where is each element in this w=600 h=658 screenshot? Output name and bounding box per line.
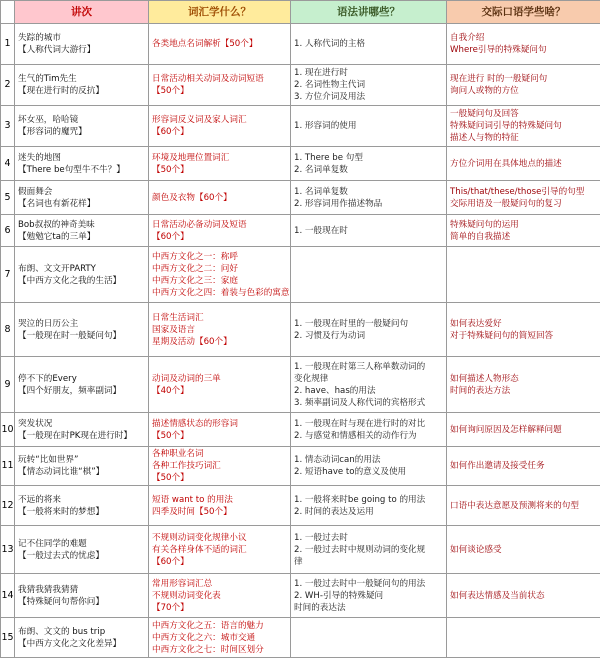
speaking-line: 特殊疑问词引导的特殊疑问句 xyxy=(450,120,597,132)
speaking-cell xyxy=(447,215,600,247)
grammar-cell xyxy=(291,24,447,65)
grammar-cell xyxy=(291,181,447,215)
lesson-line: 生气的Tim先生 xyxy=(18,73,145,85)
speaking-line: 一般疑问句及回答 xyxy=(450,108,597,120)
lesson-line: 我猜我猜我猜猜 xyxy=(18,584,145,596)
header-grammar: 语法讲哪些？ xyxy=(291,1,447,24)
row-number: 13 xyxy=(1,526,15,574)
vocab-line: 各种职业名词 xyxy=(152,448,287,460)
lesson-line: 停不下的Every xyxy=(18,373,145,385)
vocab-line: 各种工作技巧词汇 xyxy=(152,460,287,472)
speaking-cell xyxy=(447,486,600,526)
lesson-line: 失踪的城市 xyxy=(18,32,145,44)
row-number: 7 xyxy=(1,247,15,303)
speaking-line: 对于特殊疑问句的简短回答 xyxy=(450,330,597,342)
lesson-line: 【情态动词比谁“棋”】 xyxy=(18,466,145,478)
grammar-line: 2. 名词性物主代词 xyxy=(294,79,443,91)
grammar-line: 1. 一般现在时 xyxy=(294,225,443,237)
speaking-line: 自我介绍 xyxy=(450,32,597,44)
vocab-line: 各类地点名词解析【50个】 xyxy=(152,38,287,50)
vocab-line: 【50个】 xyxy=(152,472,287,484)
table-row xyxy=(1,574,600,618)
vocab-line: 有关各样身体不适的词汇 xyxy=(152,544,287,556)
header-number xyxy=(1,1,15,24)
vocab-cell xyxy=(149,247,291,303)
lesson-line: 布朗、文文的 bus trip xyxy=(18,626,145,638)
lesson-line: 坏女巫，哈哈镜 xyxy=(18,114,145,126)
grammar-line: 1. 一般现在时里的一般疑问句 xyxy=(294,318,443,330)
vocab-cell xyxy=(149,147,291,181)
header-lesson: 讲次 xyxy=(15,1,149,24)
row-number: 11 xyxy=(1,447,15,486)
table-row xyxy=(1,181,600,215)
vocab-line: 国家及语言 xyxy=(152,324,287,336)
grammar-line: 2. 一般过去时中规则动词的变化规 xyxy=(294,544,443,556)
grammar-line: 2. 形容词用作描述物品 xyxy=(294,198,443,210)
table-row xyxy=(1,147,600,181)
row-number: 9 xyxy=(1,357,15,413)
header-vocab: 词汇学什么？ xyxy=(149,1,291,24)
speaking-cell xyxy=(447,106,600,147)
table-row xyxy=(1,526,600,574)
row-number: 14 xyxy=(1,574,15,618)
grammar-line: 1. There be 句型 xyxy=(294,152,443,164)
vocab-line: 【50个】 xyxy=(152,85,287,97)
lesson-line: 【勉勉它ta的三单】 xyxy=(18,231,145,243)
lesson-line: 突发状况 xyxy=(18,418,145,430)
vocab-line: 中西方文化之一：称呼 xyxy=(152,251,287,263)
vocab-cell xyxy=(149,413,291,447)
lesson-cell xyxy=(15,181,149,215)
grammar-line: 3. 频率副词及人称代词的宾格形式 xyxy=(294,397,443,409)
vocab-line: 中西方文化之七：时间区划分 xyxy=(152,644,287,656)
vocab-line: 【60个】 xyxy=(152,231,287,243)
lesson-cell xyxy=(15,413,149,447)
grammar-line: 1. 一般现在时与现在进行时的对比 xyxy=(294,418,443,430)
lesson-line: Bob叔叔的神奇美味 xyxy=(18,219,145,231)
lesson-cell xyxy=(15,106,149,147)
speaking-line: 如何作出邀请及接受任务 xyxy=(450,460,597,472)
vocab-line: 【40个】 xyxy=(152,385,287,397)
table-row xyxy=(1,357,600,413)
table-row xyxy=(1,413,600,447)
lesson-cell xyxy=(15,447,149,486)
speaking-cell xyxy=(447,357,600,413)
speaking-line: Where引导的特殊疑问句 xyxy=(450,44,597,56)
vocab-line: 【70个】 xyxy=(152,602,287,614)
speaking-line: 交际用语及一般疑问句的复习 xyxy=(450,198,597,210)
vocab-cell xyxy=(149,215,291,247)
grammar-line: 2. 短语have to的意义及使用 xyxy=(294,466,443,478)
grammar-line: 1. 现在进行时 xyxy=(294,67,443,79)
grammar-line: 1. 情态动词can的用法 xyxy=(294,454,443,466)
row-number: 12 xyxy=(1,486,15,526)
speaking-cell xyxy=(447,24,600,65)
row-number: 2 xyxy=(1,65,15,106)
lesson-line: 布朗、文文开PARTY xyxy=(18,263,145,275)
speaking-cell xyxy=(447,247,600,303)
speaking-cell xyxy=(447,303,600,357)
grammar-cell xyxy=(291,303,447,357)
vocab-line: 常用形容词汇总 xyxy=(152,578,287,590)
table-row xyxy=(1,303,600,357)
lesson-line: 【一般过去式的忧虑】 xyxy=(18,550,145,562)
row-number: 10 xyxy=(1,413,15,447)
vocab-line: 日常生活词汇 xyxy=(152,312,287,324)
lesson-line: 假面舞会 xyxy=(18,186,145,198)
grammar-line: 时间的表达法 xyxy=(294,602,443,614)
lesson-cell xyxy=(15,147,149,181)
vocab-line: 【60个】 xyxy=(152,556,287,568)
vocab-line: 形容词反义词及家人词汇 xyxy=(152,114,287,126)
header-row xyxy=(1,1,600,24)
grammar-cell xyxy=(291,574,447,618)
speaking-line: This/that/these/those引导的句型 xyxy=(450,186,597,198)
vocab-line: 【50个】 xyxy=(152,430,287,442)
vocab-line: 中西方文化之四：着装与色彩的寓意 xyxy=(152,287,287,299)
speaking-cell xyxy=(447,447,600,486)
grammar-cell xyxy=(291,65,447,106)
speaking-line: 如何表达情感及当前状态 xyxy=(450,590,597,602)
header-speaking: 交际口语学些啥？ xyxy=(447,1,600,24)
lesson-cell xyxy=(15,357,149,413)
speaking-line: 如何描述人物形态 xyxy=(450,373,597,385)
vocab-line: 不规则动词变化规律小议 xyxy=(152,532,287,544)
lesson-line: 【There be句型牛不牛？】 xyxy=(18,164,145,176)
speaking-line: 方位介词用在具体地点的描述 xyxy=(450,158,597,170)
lesson-line: 【形容词的魔咒】 xyxy=(18,126,145,138)
grammar-line: 1. 形容词的使用 xyxy=(294,120,443,132)
vocab-line: 不规则动词变化表 xyxy=(152,590,287,602)
grammar-cell xyxy=(291,147,447,181)
speaking-line: 描述人与物的特征 xyxy=(450,132,597,144)
grammar-cell xyxy=(291,215,447,247)
grammar-cell xyxy=(291,357,447,413)
vocab-cell xyxy=(149,447,291,486)
grammar-line: 1. 一般过去时 xyxy=(294,532,443,544)
lesson-line: 【四个好朋友，频率副词】 xyxy=(18,385,145,397)
speaking-cell xyxy=(447,574,600,618)
vocab-cell xyxy=(149,357,291,413)
grammar-cell xyxy=(291,447,447,486)
vocab-line: 日常活动必备动词及短语 xyxy=(152,219,287,231)
speaking-cell xyxy=(447,526,600,574)
vocab-line: 星期及活动【60个】 xyxy=(152,336,287,348)
vocab-line: 中西方文化之二：问好 xyxy=(152,263,287,275)
table-row xyxy=(1,215,600,247)
lesson-line: 【一般现在时PK现在进行时】 xyxy=(18,430,145,442)
grammar-line: 2. 与感觉和情感相关的动作行为 xyxy=(294,430,443,442)
grammar-line: 1. 一般过去时中一般疑问句的用法 xyxy=(294,578,443,590)
speaking-line: 如何询问原因及怎样解释问题 xyxy=(450,424,597,436)
grammar-line: 变化规律 xyxy=(294,373,443,385)
table-body xyxy=(1,24,600,658)
row-number: 6 xyxy=(1,215,15,247)
grammar-line: 1. 一般现在时第三人称单数动词的 xyxy=(294,361,443,373)
lesson-cell xyxy=(15,24,149,65)
lesson-line: 哭泣的日历公主 xyxy=(18,318,145,330)
vocab-cell xyxy=(149,303,291,357)
lesson-line: 【中西方文化之文化差异】 xyxy=(18,638,145,650)
grammar-cell xyxy=(291,486,447,526)
grammar-line: 律 xyxy=(294,556,443,568)
vocab-line: 短语 want to 的用法 xyxy=(152,494,287,506)
vocab-line: 日常活动相关动词及动词短语 xyxy=(152,73,287,85)
speaking-cell xyxy=(447,147,600,181)
table-row xyxy=(1,24,600,65)
lesson-line: 不远的将来 xyxy=(18,494,145,506)
lesson-cell xyxy=(15,247,149,303)
lesson-line: 【特殊疑问句帮你问】 xyxy=(18,596,145,608)
speaking-line: 口语中表达意愿及预测将来的句型 xyxy=(450,500,597,512)
table-row xyxy=(1,106,600,147)
vocab-line: 动词及动词的三单 xyxy=(152,373,287,385)
grammar-cell xyxy=(291,413,447,447)
lesson-line: 【一般将来时的梦想】 xyxy=(18,506,145,518)
speaking-cell xyxy=(447,181,600,215)
grammar-line: 3. 方位介词及用法 xyxy=(294,91,443,103)
lesson-cell xyxy=(15,486,149,526)
lesson-cell xyxy=(15,574,149,618)
speaking-line: 询问人或物的方位 xyxy=(450,85,597,97)
vocab-cell xyxy=(149,574,291,618)
grammar-cell xyxy=(291,106,447,147)
grammar-line: 2. have、has的用法 xyxy=(294,385,443,397)
speaking-cell xyxy=(447,413,600,447)
lesson-line: 记不住同学的难题 xyxy=(18,538,145,550)
lesson-cell xyxy=(15,215,149,247)
vocab-line: 【60个】 xyxy=(152,126,287,138)
vocab-cell xyxy=(149,486,291,526)
grammar-line: 2. 时间的表达及运用 xyxy=(294,506,443,518)
table-row xyxy=(1,65,600,106)
vocab-cell xyxy=(149,526,291,574)
speaking-line: 时间的表达方法 xyxy=(450,385,597,397)
speaking-line: 如何表达爱好 xyxy=(450,318,597,330)
table-row xyxy=(1,447,600,486)
speaking-line: 现在进行 时的一般疑问句 xyxy=(450,73,597,85)
lesson-line: 【一般现在时一般疑问句】 xyxy=(18,330,145,342)
speaking-line: 如何谈论感受 xyxy=(450,544,597,556)
lesson-cell xyxy=(15,526,149,574)
row-number: 15 xyxy=(1,618,15,658)
grammar-line: 2. WH-引导的特殊疑问 xyxy=(294,590,443,602)
vocab-line: 中西方文化之五：语言的魅力 xyxy=(152,620,287,632)
lesson-cell xyxy=(15,65,149,106)
row-number: 4 xyxy=(1,147,15,181)
grammar-cell xyxy=(291,247,447,303)
lesson-line: 【人称代词大游行】 xyxy=(18,44,145,56)
row-number: 1 xyxy=(1,24,15,65)
grammar-line: 1. 人称代词的主格 xyxy=(294,38,443,50)
row-number: 5 xyxy=(1,181,15,215)
grammar-line: 1. 一般将来时be going to 的用法 xyxy=(294,494,443,506)
vocab-line: 颜色及衣物【60个】 xyxy=(152,192,287,204)
vocab-cell xyxy=(149,24,291,65)
vocab-line: 【50个】 xyxy=(152,164,287,176)
vocab-line: 描述情感状态的形容词 xyxy=(152,418,287,430)
row-number: 3 xyxy=(1,106,15,147)
grammar-line: 2. 习惯及行为动词 xyxy=(294,330,443,342)
grammar-line: 2. 名词单复数 xyxy=(294,164,443,176)
table-row xyxy=(1,247,600,303)
speaking-cell xyxy=(447,65,600,106)
vocab-cell xyxy=(149,106,291,147)
speaking-line: 特殊疑问句的运用 xyxy=(450,219,597,231)
lesson-line: 玩转“比如世界” xyxy=(18,454,145,466)
lesson-line: 【现在进行时的反抗】 xyxy=(18,85,145,97)
vocab-line: 环境及地理位置词汇 xyxy=(152,152,287,164)
lesson-line: 【中西方文化之我的生活】 xyxy=(18,275,145,287)
lesson-line: 迷失的地图 xyxy=(18,152,145,164)
vocab-cell xyxy=(149,65,291,106)
lesson-cell xyxy=(15,303,149,357)
vocab-cell xyxy=(149,181,291,215)
table-row xyxy=(1,486,600,526)
row-number: 8 xyxy=(1,303,15,357)
vocab-line: 中西方文化之三：家庭 xyxy=(152,275,287,287)
grammar-line: 1. 名词单复数 xyxy=(294,186,443,198)
lesson-line: 【名词也有新花样】 xyxy=(18,198,145,210)
vocab-line: 四季及时间【50个】 xyxy=(152,506,287,518)
grammar-cell xyxy=(291,526,447,574)
vocab-line: 中西方文化之六：城市交通 xyxy=(152,632,287,644)
speaking-line: 简单的自我描述 xyxy=(450,231,597,243)
